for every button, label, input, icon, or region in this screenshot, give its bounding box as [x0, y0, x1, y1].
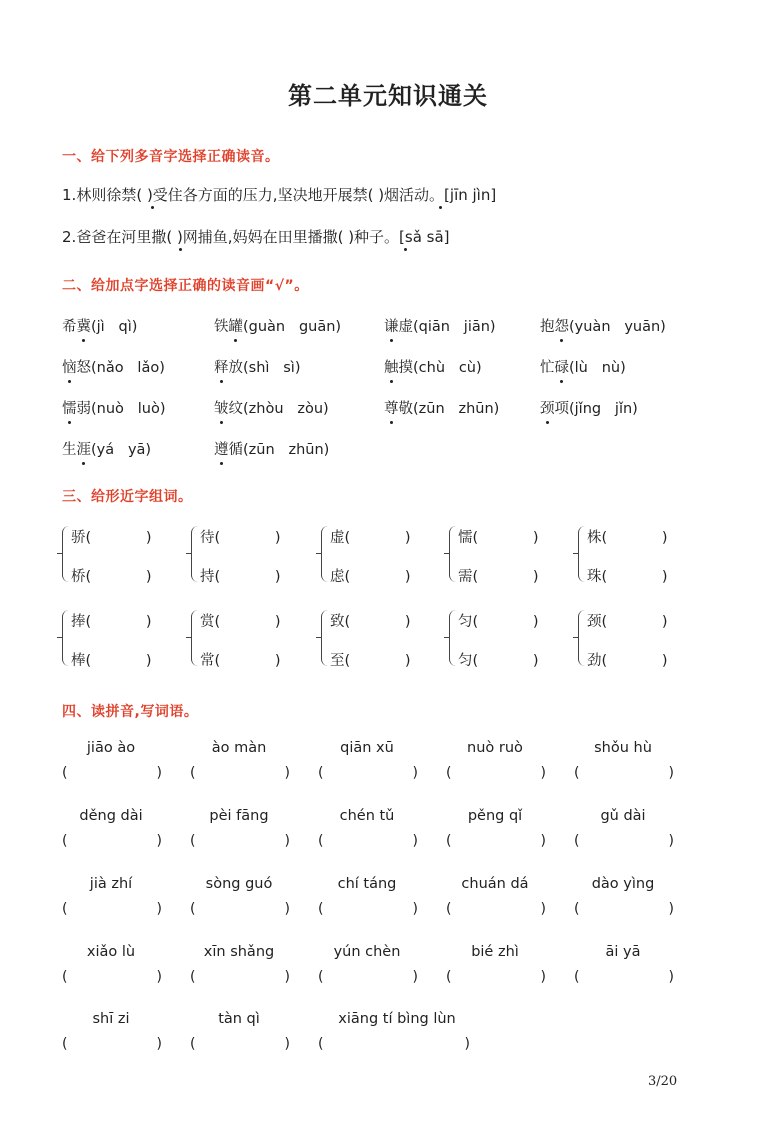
- section2-heading: 二、给加点字选择正确的读音画“√”。: [62, 278, 309, 294]
- pinyin-prompt: jià zhí: [89, 876, 133, 892]
- pinyin-prompt: xiǎo lù: [86, 944, 136, 960]
- pinyin-prompt: gǔ dài: [600, 808, 646, 824]
- pinyin-prompt: pèi fāng: [209, 808, 269, 824]
- pronunciation-item: 恼怒(nǎo lǎo): [62, 360, 165, 376]
- char-blank[interactable]: 待( ): [200, 530, 281, 546]
- answer-blank[interactable]: ( ): [574, 765, 674, 781]
- answer-blank[interactable]: ( ): [446, 833, 546, 849]
- question-1: 1.林则徐禁( )受住各方面的压力,坚决地开展禁( )烟活动。[jīn jìn]: [62, 186, 497, 204]
- pronunciation-item: 忙碌(lù nù): [540, 360, 626, 376]
- brace-icon: [191, 526, 198, 582]
- answer-blank[interactable]: ( ): [574, 901, 674, 917]
- char-blank[interactable]: 懦( ): [458, 530, 539, 546]
- similar-char-pair: [191, 610, 287, 669]
- answer-blank[interactable]: ( ): [62, 833, 162, 849]
- pronunciation-item: 谦虚(qiān jiān): [384, 319, 496, 335]
- pronunciation-item: 铁罐(guàn guān): [214, 319, 342, 335]
- answer-blank[interactable]: ( ): [318, 833, 418, 849]
- brace-icon: [578, 526, 585, 582]
- char-blank[interactable]: 骄( ): [71, 530, 152, 546]
- pinyin-prompt: yún chèn: [333, 944, 401, 960]
- page-number: 3/20: [648, 1074, 678, 1089]
- char-blank[interactable]: 虚( ): [330, 530, 411, 546]
- pinyin-prompt: chuán dá: [461, 876, 529, 892]
- brace-icon: [191, 610, 198, 666]
- pinyin-prompt: dào yìng: [591, 876, 655, 892]
- similar-char-pair: [321, 610, 417, 669]
- char-blank[interactable]: 持( ): [200, 569, 281, 585]
- pinyin-prompt: chí táng: [337, 876, 397, 892]
- char-blank[interactable]: 捧( ): [71, 614, 152, 630]
- char-blank[interactable]: 至( ): [330, 653, 411, 669]
- answer-blank[interactable]: ( ): [446, 901, 546, 917]
- brace-icon: [449, 526, 456, 582]
- char-blank[interactable]: 劲( ): [587, 653, 668, 669]
- brace-icon: [578, 610, 585, 666]
- pronunciation-item: 希冀(jì qì): [62, 319, 138, 335]
- similar-char-pair: [62, 526, 158, 585]
- answer-blank[interactable]: ( ): [574, 969, 674, 985]
- section4-heading: 四、读拼音,写词语。: [62, 704, 199, 720]
- pronunciation-item: 颈项(jǐng jǐn): [540, 401, 638, 417]
- section1-heading: 一、给下列多音字选择正确读音。: [62, 149, 280, 165]
- page-title: 第二单元知识通关: [288, 81, 488, 110]
- pinyin-prompt: āi yā: [605, 944, 641, 960]
- answer-blank[interactable]: ( ): [318, 1036, 470, 1052]
- pinyin-prompt: jiāo ào: [86, 740, 136, 756]
- brace-icon: [62, 526, 69, 582]
- pronunciation-item: 生涯(yá yā): [62, 442, 152, 458]
- char-blank[interactable]: 珠( ): [587, 569, 668, 585]
- similar-char-pair: [578, 526, 674, 585]
- char-blank[interactable]: 匀( ): [458, 653, 539, 669]
- char-blank[interactable]: 致( ): [330, 614, 411, 630]
- section3-heading: 三、给形近字组词。: [62, 489, 193, 505]
- similar-char-pair: [321, 526, 417, 585]
- brace-icon: [321, 610, 328, 666]
- char-blank[interactable]: 匀( ): [458, 614, 539, 630]
- pronunciation-item: 触摸(chù cù): [384, 360, 482, 376]
- answer-blank[interactable]: ( ): [190, 901, 290, 917]
- char-blank[interactable]: 棒( ): [71, 653, 152, 669]
- pronunciation-item: 皱纹(zhòu zòu): [214, 401, 329, 417]
- pronunciation-item: 尊敬(zūn zhūn): [384, 401, 500, 417]
- answer-blank[interactable]: ( ): [62, 765, 162, 781]
- brace-icon: [321, 526, 328, 582]
- answer-blank[interactable]: ( ): [190, 969, 290, 985]
- answer-blank[interactable]: ( ): [62, 1036, 162, 1052]
- pinyin-prompt: qiān xū: [340, 740, 394, 756]
- pinyin-prompt: tàn qì: [218, 1011, 260, 1027]
- answer-blank[interactable]: ( ): [190, 833, 290, 849]
- pinyin-prompt: pěng qǐ: [467, 808, 523, 824]
- pronunciation-item: 释放(shì sì): [214, 360, 301, 376]
- pinyin-prompt: xīn shǎng: [203, 944, 275, 960]
- answer-blank[interactable]: ( ): [446, 765, 546, 781]
- emphasis-dot: [404, 248, 407, 251]
- answer-blank[interactable]: ( ): [190, 765, 290, 781]
- pinyin-prompt: shǒu hù: [594, 740, 652, 756]
- emphasis-dot: [179, 248, 182, 251]
- similar-char-pair: [578, 610, 674, 669]
- char-blank[interactable]: 赏( ): [200, 614, 281, 630]
- similar-char-pair: [62, 610, 158, 669]
- answer-blank[interactable]: ( ): [574, 833, 674, 849]
- pronunciation-item: 懦弱(nuò luò): [62, 401, 166, 417]
- similar-char-pair: [449, 610, 545, 669]
- emphasis-dot: [151, 206, 154, 209]
- answer-blank[interactable]: ( ): [318, 765, 418, 781]
- answer-blank[interactable]: ( ): [318, 901, 418, 917]
- pinyin-prompt: nuò ruò: [467, 740, 523, 756]
- pinyin-prompt: xiāng tí bìng lùn: [338, 1011, 456, 1027]
- pinyin-prompt: děng dài: [79, 808, 143, 824]
- emphasis-dot: [439, 206, 442, 209]
- similar-char-pair: [449, 526, 545, 585]
- answer-blank[interactable]: ( ): [318, 969, 418, 985]
- char-blank[interactable]: 桥( ): [71, 569, 152, 585]
- pronunciation-item: 抱怨(yuàn yuān): [540, 319, 666, 335]
- pinyin-prompt: chén tǔ: [339, 808, 395, 824]
- char-blank[interactable]: 虑( ): [330, 569, 411, 585]
- brace-icon: [62, 610, 69, 666]
- pinyin-prompt: shī zi: [92, 1011, 130, 1027]
- similar-char-pair: [191, 526, 287, 585]
- answer-blank[interactable]: ( ): [190, 1036, 290, 1052]
- char-blank[interactable]: 需( ): [458, 569, 539, 585]
- brace-icon: [449, 610, 456, 666]
- answer-blank[interactable]: ( ): [446, 969, 546, 985]
- question-2: 2.爸爸在河里撒( )网捕鱼,妈妈在田里播撒( )种子。[sǎ sā]: [62, 228, 450, 246]
- pinyin-prompt: bié zhì: [471, 944, 519, 960]
- pinyin-prompt: sòng guó: [205, 876, 273, 892]
- char-blank[interactable]: 株( ): [587, 530, 668, 546]
- char-blank[interactable]: 常( ): [200, 653, 281, 669]
- answer-blank[interactable]: ( ): [62, 901, 162, 917]
- pinyin-prompt: ào màn: [211, 740, 267, 756]
- answer-blank[interactable]: ( ): [62, 969, 162, 985]
- char-blank[interactable]: 颈( ): [587, 614, 668, 630]
- pronunciation-item: 遵循(zūn zhūn): [214, 442, 330, 458]
